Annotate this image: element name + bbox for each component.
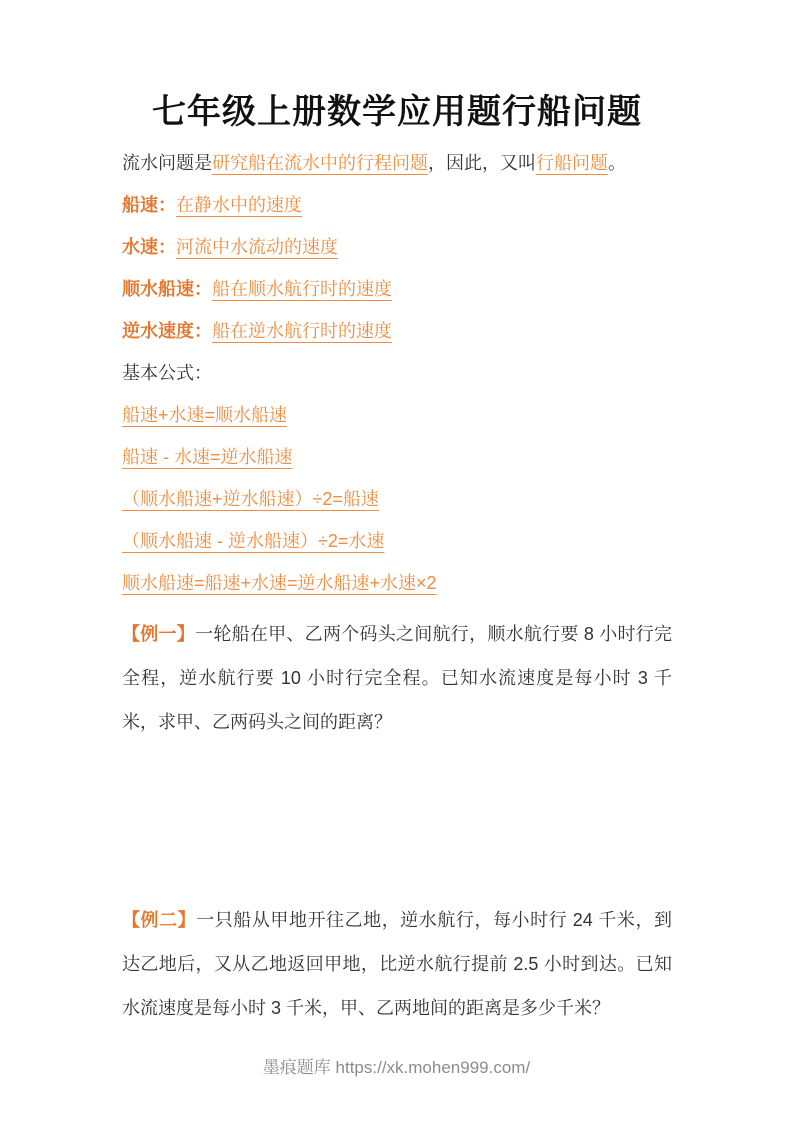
definition-water-speed [122, 234, 672, 260]
formula-text: 顺水船速=船速+水速=逆水船速+水速×2 [122, 573, 437, 593]
definition-boat-speed [122, 192, 672, 218]
definition-text: 河流中水流动的速度 [176, 237, 338, 257]
page-title: 七年级上册数学应用题行船问题 [152, 93, 642, 131]
intro-underlined-term-2: 行船问题 [536, 153, 608, 173]
intro-text-middle: ，因此，又叫 [428, 153, 536, 173]
formula-text: （顺水船速+逆水船速）÷2=船速 [122, 489, 379, 509]
intro-text-prefix: 流水问题是 [122, 153, 212, 173]
definition-label: 船速： [122, 195, 176, 215]
definition-upstream-speed [122, 318, 672, 344]
definition-label: 水速： [122, 237, 176, 257]
formulas-heading: 基本公式： [122, 363, 212, 383]
formula-text: 船速 - 水速=逆水船速 [122, 447, 293, 467]
definition-text: 在静水中的速度 [176, 195, 302, 215]
example-1-text: 一轮船在甲、乙两个码头之间航行，顺水航行要 8 小时行完全程，逆水航行要 10 小时行完全程。已知水流速度是每小时 3 千米，求甲、乙两码头之间的距离？ [122, 624, 673, 732]
example-2-label: 【例二】 [122, 910, 197, 930]
definition-downstream-speed [122, 276, 672, 302]
definition-label: 顺水船速： [122, 279, 212, 299]
formula-text: （顺水船速 - 逆水船速）÷2=水速 [122, 531, 385, 551]
formula-downstream-expanded [122, 570, 672, 596]
formula-downstream [122, 402, 672, 428]
definition-label: 逆水速度： [122, 321, 212, 341]
formula-text: 船速+水速=顺水船速 [122, 405, 288, 425]
example-1-label: 【例一】 [122, 624, 196, 644]
intro-text-suffix: 。 [608, 153, 626, 173]
definition-text: 船在顺水航行时的速度 [212, 279, 392, 299]
example-2-text: 一只船从甲地开往乙地，逆水航行，每小时行 24 千米，到达乙地后，又从乙地返回甲地，比逆水航行提前 2.5 小时到达。已知水流速度是每小时 3 千米，甲、乙两地间的距离是多少千米？ [122, 910, 672, 1018]
example-1 [122, 612, 672, 744]
intro-paragraph [122, 150, 672, 176]
formula-water-speed-average [122, 528, 672, 554]
intro-underlined-term-1: 研究船在流水中的行程问题 [212, 153, 428, 173]
definition-text: 船在逆水航行时的速度 [212, 321, 392, 341]
formula-upstream [122, 444, 672, 470]
formula-boat-speed-average [122, 486, 672, 512]
example-2 [122, 898, 672, 1030]
footer-watermark: 墨痕题库 https://xk.mohen999.com/ [262, 1058, 531, 1077]
